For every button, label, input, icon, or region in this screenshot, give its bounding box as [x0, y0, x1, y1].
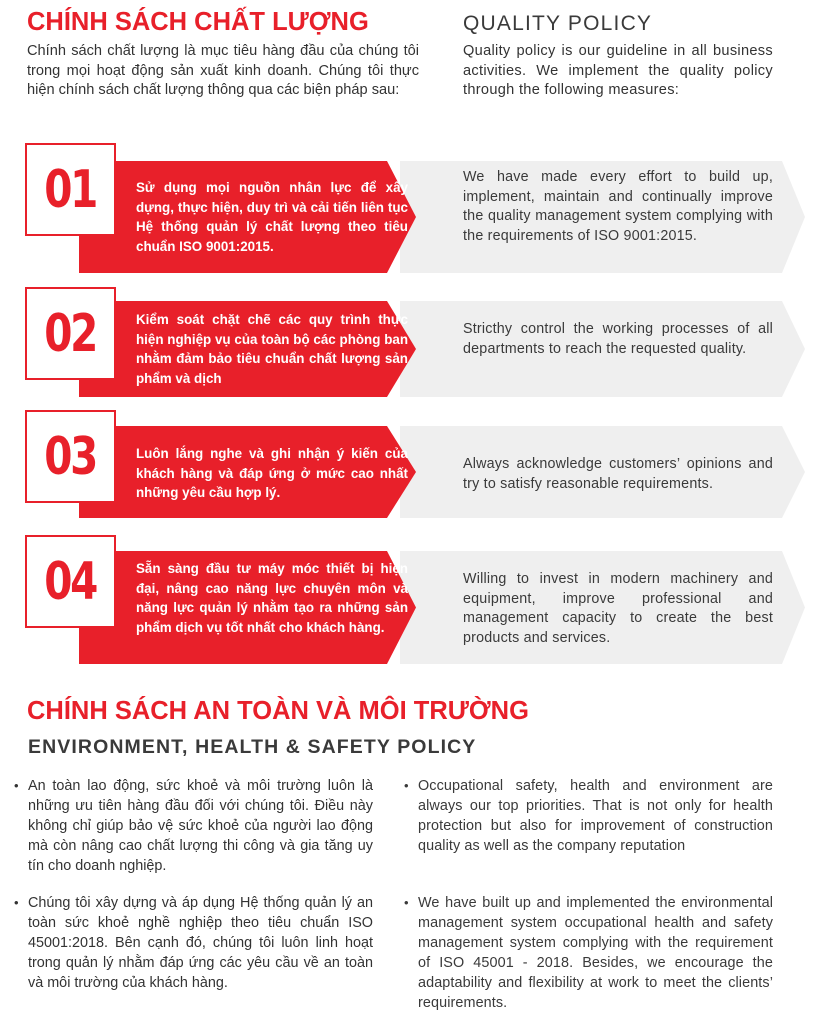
bullet-dot-icon: •	[14, 778, 19, 793]
safety-policy-title-vn: CHÍNH SÁCH AN TOÀN VÀ MÔI TRƯỜNG	[27, 697, 529, 725]
safety-bullet-vn-2	[14, 893, 373, 993]
step-01-text-en: We have made every effort to build up, implement, maintain and continually improve the quality management system complying with the requirements of ISO 9001:2015.	[463, 169, 773, 244]
step-02-number-box	[25, 287, 116, 380]
quality-policy-title-en: QUALITY POLICY	[463, 12, 653, 35]
step-02-number: 02	[44, 303, 97, 364]
quality-intro-vn: Chính sách chất lượng là mục tiêu hàng đầu của chúng tôi trong mọi hoạt động sản xuất kinh doanh. Chúng tôi thực hiện chính sách chất lượng thông qua các biện pháp sau:	[27, 43, 419, 98]
safety-bullet-vn-1-text: An toàn lao động, sức khoẻ và môi trường luôn là những ưu tiên hàng đầu đối với chúng tôi. Điều này không chỉ giúp bảo vệ sức khoẻ của người lao động mà còn nâng cao chất lượng thi công và gia tăng uy tín cho doanh nghiệp.	[28, 778, 373, 874]
bullet-dot-icon: •	[14, 895, 19, 910]
step-02-text-vn: Kiểm soát chặt chẽ các quy trình thực hiện nghiệp vụ của toàn bộ các phòng ban nhằm đảm bảo tiêu chuẩn chất lượng sản phẩm và dịch	[136, 312, 408, 386]
safety-bullet-en-1-text: Occupational safety, health and environment are always our top priorities. That is not only for health protection but also for improvement of construction quality as well as the company reputation	[418, 778, 773, 854]
step-01-text-vn: Sử dụng mọi nguồn nhân lực để xây dựng, thực hiện, duy trì và cải tiến liên tục Hệ thống quản lý chất lượng theo tiêu chuẩn ISO 9001:2015.	[136, 180, 408, 254]
safety-bullet-vn-1	[14, 776, 373, 876]
bullet-dot-icon: •	[404, 778, 409, 793]
safety-policy-title-en: ENVIRONMENT, HEALTH & SAFETY POLICY	[28, 736, 477, 758]
step-03-text-vn: Luôn lắng nghe và ghi nhận ý kiến của khách hàng và đáp ứng ở mức cao nhất những yêu cầu hợp lý.	[136, 446, 408, 500]
step-03-text-en: Always acknowledge customers’ opinions and try to satisfy reasonable requirements.	[463, 456, 773, 492]
step-04-number-box	[25, 535, 116, 628]
step-02-text-en: Stricthy control the working processes of all departments to reach the requested quality.	[463, 321, 773, 357]
step-04-text-en: Willing to invest in modern machinery and equipment, improve professional and management capacity to create the best products and services.	[463, 571, 773, 646]
quality-intro-en: Quality policy is our guideline in all business activities. We implement the quality policy through the following measures:	[463, 43, 773, 98]
safety-bullet-en-2-text: We have built up and implemented the environmental management system occupational health and safety management system complying with the requirement of ISO 45001 - 2018. Besides, we encourage the adaptability and flexibility at work to meet the clients’ requirements.	[418, 895, 773, 1011]
bullet-dot-icon: •	[404, 895, 409, 910]
step-04-text-vn: Sẵn sàng đầu tư máy móc thiết bị hiện đại, nâng cao năng lực chuyên môn và năng lực quản lý nhằm tạo ra những sản phẩm dịch vụ tốt nhất cho khách hàng.	[136, 561, 408, 635]
step-03-number-box	[25, 410, 116, 503]
step-01-number-box	[25, 143, 116, 236]
safety-bullet-en-2	[404, 893, 773, 1013]
step-01-number: 01	[44, 159, 97, 220]
step-04-number: 04	[44, 551, 97, 612]
safety-bullet-vn-2-text: Chúng tôi xây dựng và áp dụng Hệ thống quản lý an toàn sức khoẻ nghề nghiệp theo tiêu chuẩn ISO 45001:2018. Bên cạnh đó, chúng tôi luôn linh hoạt trong quản lý nhằm đáp ứng các yêu cầu về an toàn và môi trường của khách hàng.	[28, 895, 373, 991]
safety-bullet-en-1	[404, 776, 773, 856]
quality-policy-title-vn: CHÍNH SÁCH CHẤT LƯỢNG	[27, 8, 369, 36]
step-03-number: 03	[44, 426, 97, 487]
